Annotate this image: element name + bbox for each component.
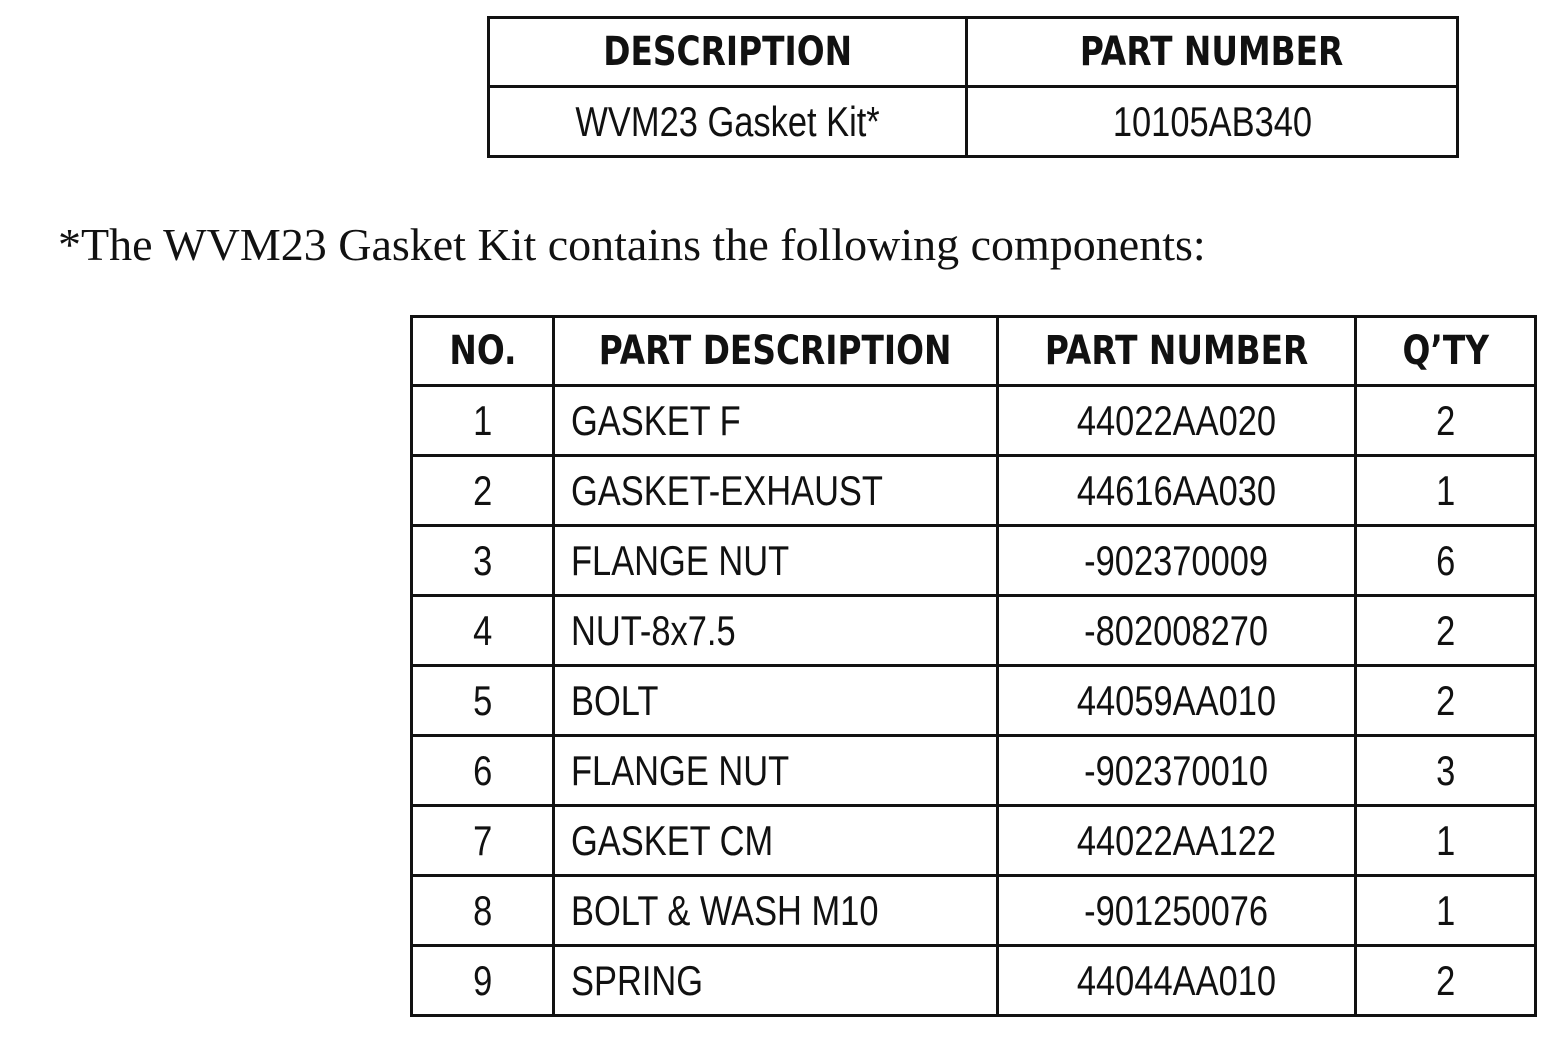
row-qty-value: 2 <box>1435 606 1456 654</box>
row-part-number <box>998 806 1356 876</box>
row-part-number <box>998 946 1356 1016</box>
row-part-number <box>998 386 1356 456</box>
row-no-value: 9 <box>472 956 493 1004</box>
row-no <box>412 666 554 736</box>
row-qty <box>1356 386 1536 456</box>
kit-description-cell <box>489 87 967 157</box>
table-row <box>412 876 1536 946</box>
row-no <box>412 526 554 596</box>
row-qty <box>1356 666 1536 736</box>
kit-header-part-number-label: PART NUMBER <box>1080 29 1344 75</box>
row-qty-value: 3 <box>1435 746 1456 794</box>
kit-table-header-row <box>489 18 1458 87</box>
row-description-value: GASKET CM <box>571 816 774 864</box>
row-qty-value: 2 <box>1435 396 1456 444</box>
row-description-value: BOLT & WASH M10 <box>571 886 879 934</box>
kit-table-row <box>489 87 1458 157</box>
components-table <box>410 315 1537 1017</box>
row-no <box>412 456 554 526</box>
table-row <box>412 386 1536 456</box>
row-description <box>554 526 998 596</box>
row-description <box>554 596 998 666</box>
row-part-number-value: 44022AA122 <box>1076 816 1277 864</box>
table-row <box>412 736 1536 806</box>
row-description-value: GASKET F <box>571 396 741 444</box>
row-part-number <box>998 876 1356 946</box>
row-description <box>554 666 998 736</box>
row-description <box>554 946 998 1016</box>
row-qty <box>1356 456 1536 526</box>
row-qty <box>1356 596 1536 666</box>
row-qty <box>1356 946 1536 1016</box>
table-row <box>412 946 1536 1016</box>
row-part-number-value: 44059AA010 <box>1076 676 1277 724</box>
row-qty <box>1356 736 1536 806</box>
row-qty-value: 6 <box>1435 536 1456 584</box>
row-qty-value: 2 <box>1435 956 1456 1004</box>
table-row <box>412 666 1536 736</box>
row-description-value: NUT-8x7.5 <box>571 606 736 654</box>
row-no <box>412 596 554 666</box>
row-no <box>412 876 554 946</box>
row-description-value: GASKET-EXHAUST <box>571 466 883 514</box>
row-description-value: SPRING <box>571 956 704 1004</box>
row-description-value: FLANGE NUT <box>571 536 790 584</box>
kit-header-description <box>489 18 967 87</box>
row-part-number-value: -802008270 <box>1084 606 1269 654</box>
header-qty <box>1356 317 1536 386</box>
row-no-value: 8 <box>472 886 493 934</box>
row-part-number <box>998 666 1356 736</box>
row-part-number-value: 44616AA030 <box>1076 466 1277 514</box>
row-part-number <box>998 596 1356 666</box>
kit-contents-note: *The WVM23 Gasket Kit contains the following components: <box>58 219 1206 270</box>
row-part-number-value: 44022AA020 <box>1076 396 1277 444</box>
kit-part-number-value: 10105AB340 <box>1112 97 1312 145</box>
row-part-number <box>998 456 1356 526</box>
row-no-value: 1 <box>472 396 493 444</box>
row-part-number-value: -901250076 <box>1084 886 1269 934</box>
row-part-number <box>998 736 1356 806</box>
row-no <box>412 736 554 806</box>
row-part-number <box>998 526 1356 596</box>
kit-header-part-number <box>967 18 1458 87</box>
table-row <box>412 526 1536 596</box>
table-row <box>412 596 1536 666</box>
row-qty <box>1356 526 1536 596</box>
row-no-value: 4 <box>472 606 493 654</box>
row-no <box>412 946 554 1016</box>
components-header-row <box>412 317 1536 386</box>
kit-part-number-cell <box>967 87 1458 157</box>
row-description <box>554 806 998 876</box>
row-qty-value: 2 <box>1435 676 1456 724</box>
header-no-label: NO. <box>448 328 517 374</box>
row-no-value: 7 <box>472 816 493 864</box>
row-no-value: 5 <box>472 676 493 724</box>
kit-table <box>487 16 1459 158</box>
row-no-value: 2 <box>472 466 493 514</box>
header-qty-label: Q’TY <box>1402 328 1489 374</box>
kit-description-value: WVM23 Gasket Kit* <box>575 97 880 145</box>
row-no <box>412 386 554 456</box>
header-part-number <box>998 317 1356 386</box>
row-no-value: 6 <box>472 746 493 794</box>
table-row <box>412 806 1536 876</box>
row-description <box>554 386 998 456</box>
row-qty-value: 1 <box>1435 886 1456 934</box>
row-part-number-value: 44044AA010 <box>1076 956 1277 1004</box>
row-description-value: BOLT <box>571 676 659 724</box>
row-description <box>554 456 998 526</box>
row-no-value: 3 <box>472 536 493 584</box>
table-row <box>412 456 1536 526</box>
header-part-description-label: PART DESCRIPTION <box>599 328 952 374</box>
row-part-number-value: -902370009 <box>1084 536 1269 584</box>
row-qty-value: 1 <box>1435 466 1456 514</box>
row-qty <box>1356 806 1536 876</box>
row-qty <box>1356 876 1536 946</box>
header-part-description <box>554 317 998 386</box>
components-body <box>412 386 1536 1016</box>
row-description <box>554 736 998 806</box>
row-description <box>554 876 998 946</box>
kit-header-description-label: DESCRIPTION <box>603 29 852 75</box>
row-part-number-value: -902370010 <box>1084 746 1269 794</box>
row-qty-value: 1 <box>1435 816 1456 864</box>
row-description-value: FLANGE NUT <box>571 746 790 794</box>
header-part-number-label: PART NUMBER <box>1044 328 1309 374</box>
header-no <box>412 317 554 386</box>
row-no <box>412 806 554 876</box>
